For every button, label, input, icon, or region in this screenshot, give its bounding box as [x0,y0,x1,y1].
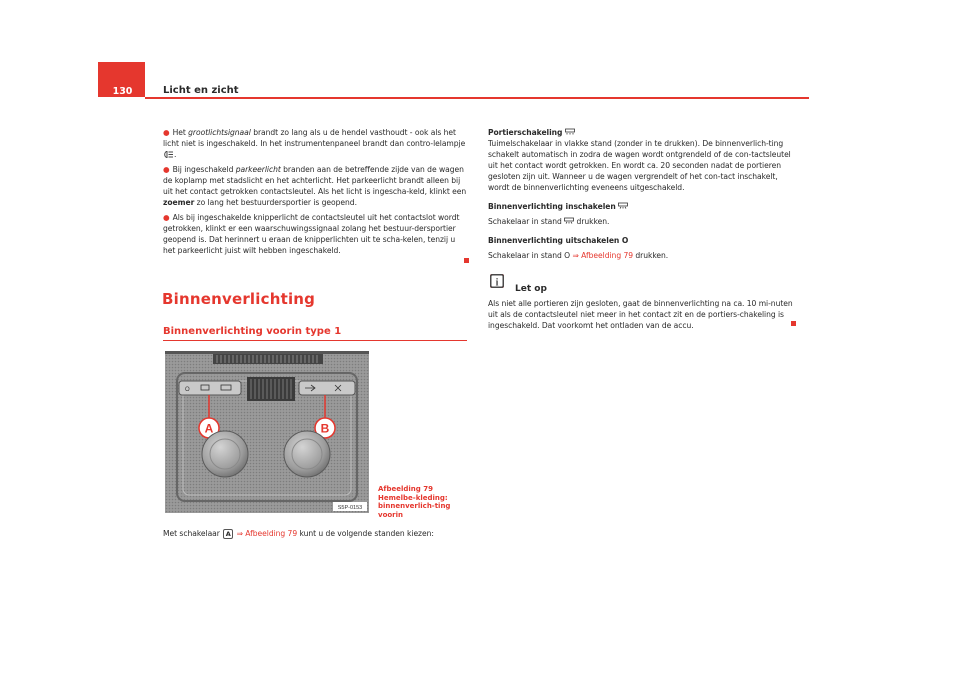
bullet-marker: ● [163,128,170,137]
subsection-rule [163,340,467,341]
bullet-marker: ● [163,213,170,222]
light-on-icon [564,217,574,224]
section-title: Binnenverlichting [162,290,316,308]
left-column [163,127,468,260]
interior-light-figure [165,351,369,513]
door-switch-heading: Portierschakeling [488,127,798,138]
switch-sentence: Met schakelaar A ⇒ Afbeelding 79 kunt u de volgende standen kiezen: [163,529,434,538]
light-off-text: Schakelaar in stand O ⇒ Afbeelding 79 drukken. [488,251,669,260]
vent-grille [213,354,323,364]
svg-text:B: B [320,421,330,436]
light-on-text: Schakelaar in stand drukken. [488,217,610,226]
svg-text:i: i [495,277,499,288]
light-off-heading: Binnenverlichting uitschakelen O [488,236,629,245]
right-column [488,127,798,261]
bullet-turn-signal-warning: ● Als bij ingeschakelde knipperlicht de contactsleutel uit het contactslot wordt getrokken, klinkt er een waarschuwingssignaal zolang het bestuur-dersportier geopend is. Dat herinnert u eraan de knipperlichten uit te scha-kelen, tenzij u het parkeerlicht juist wilt hebben ingeschakeld. [163,213,460,255]
end-of-section-marker [464,258,469,263]
figure-code: S5P-0153 [337,505,363,511]
high-beam-lamp-icon [163,151,174,158]
door-switch-text: Tuimelschakelaar in vlakke stand (zonder in te drukken). De binnenverlich-ting schakelt automatisch in zodra de wagen wordt ontgrendeld of de con-tactsleutel uit het contact wordt getrokken. En wordt ca. 20 seconden nadat de portieren gesloten zijn uit. Wanneer u de wagen vergrendelt of het con-tact inschakelt, wordt de binnenverlichting eveneens uitgeschakeld. [488,139,791,192]
header-rule [145,97,809,99]
switch-a [179,381,241,395]
bullet-parking-light: ● Bij ingeschakeld parkeerlicht branden aan de betreffende zijde van de wagen de koplamp met stadslicht en het achterlicht. Het parkeerlicht brandt alleen bij uit het contact getrokken contactsleutel. Als het licht is ingescha-keld, klinkt een zoemer zo lang het bestuurdersportier is geopend. [163,165,467,207]
light-on-heading: Binnenverlichting inschakelen [488,201,798,212]
note-icon [490,274,504,288]
subsection-title: Binnenverlichting voorin type 1 [163,326,342,337]
bullet-high-beam-signal: ● Het grootlichtsignaal brandt zo lang als u de hendel vasthoudt - ook als het licht niet is ingeschakeld. In het instrumentenpaneel brandt dan contro-lelampje . [163,128,466,159]
figure-caption: Afbeelding 79 Hemelbe-kleding: binnenverlich-ting voorin [378,485,451,519]
lamp-knob-left [202,431,248,477]
door-contact-icon [565,128,575,135]
bullet-marker: ● [163,165,170,174]
switch-off-label: O [185,387,190,393]
figure-cross-reference-link[interactable]: ⇒ Afbeelding 79 [572,251,634,260]
figure-cross-reference-link[interactable]: ⇒ Afbeelding 79 [236,529,298,538]
lamp-knob-right [284,431,330,477]
page-number: 130 [112,86,133,97]
svg-text:A: A [204,421,214,436]
note-text: Als niet alle portieren zijn gesloten, gaat de binnenverlichting na ca. 10 mi-nuten uit als de contactsleutel niet meer in het contact zit en de portiers-chakeling is ingeschakeld. Dat voorkomt het ontladen van de accu. [488,299,793,330]
running-title: Licht en zicht [163,85,239,96]
note-title: Let op [515,284,547,294]
switch-letter-badge: A [223,529,233,539]
switch-b [299,381,355,395]
light-on-icon [618,202,628,209]
end-of-section-marker [791,321,796,326]
